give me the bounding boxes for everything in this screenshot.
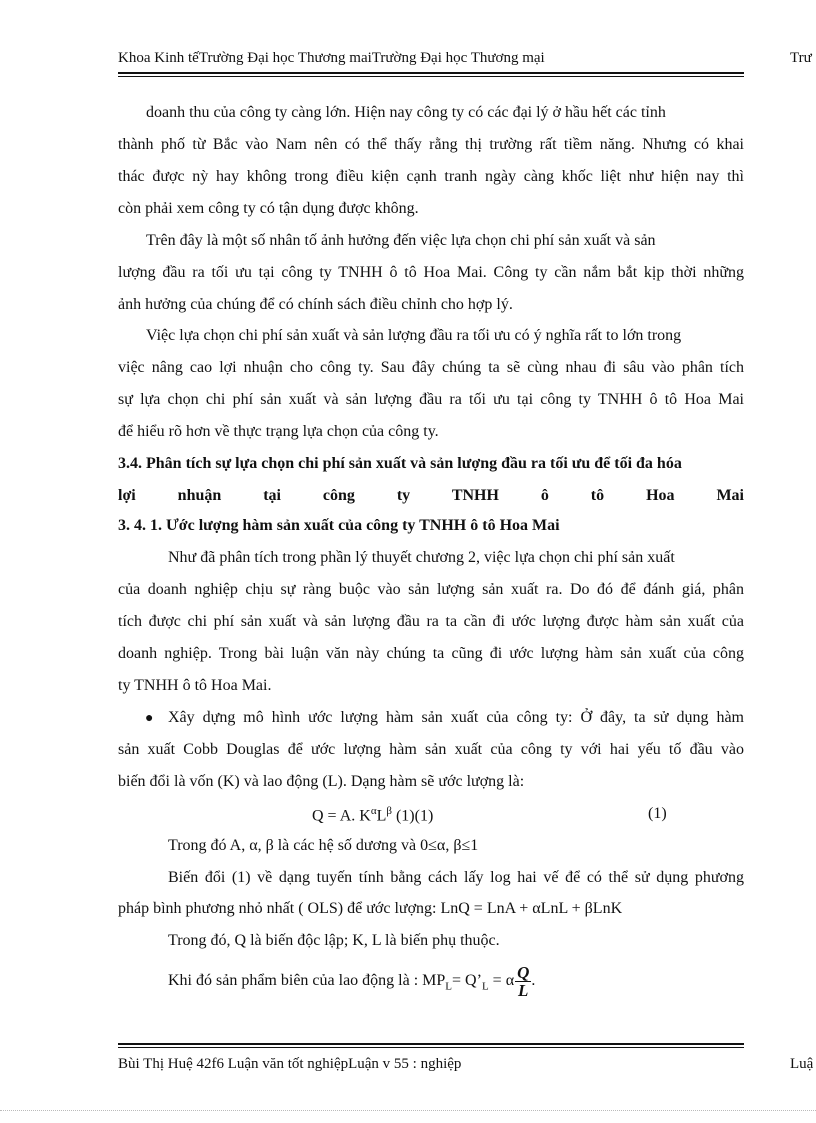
text-line: thành phố từ Bắc vào Nam nên có thể thấy rằng thị trường rất tiềm năng. Nhưng có khai — [118, 136, 744, 153]
section-heading: lợi nhuận tại công ty TNHH ô tô Hoa Mai — [118, 487, 744, 504]
page-header: Khoa Kinh tếTrường Đại học Thương maiTrường Đại học Thương mại — [118, 50, 545, 66]
page-bottom-divider — [0, 1110, 816, 1111]
footer-rule-thick — [118, 1043, 744, 1045]
text-line: lượng đầu ra tối ưu tại công ty TNHH ô tô Hoa Mai. Công ty cần nắm bắt kịp thời những — [118, 264, 744, 281]
text-line: doanh thu của công ty càng lớn. Hiện nay công ty có các đại lý ở hầu hết các tỉnh — [146, 104, 666, 121]
text-line: ty TNHH ô tô Hoa Mai. — [118, 677, 272, 694]
text-line: pháp bình phương nhỏ nhất ( OLS) để ước lượng: LnQ = LnA + αLnL + βLnK — [118, 900, 623, 917]
page-footer-right: Luậ — [790, 1056, 814, 1072]
mpl-formula: Khi đó sản phẩm biên của lao động là : $MP_L=$ $Q’_L = \alpha$ $\frac{Q}{L}$ . — [168, 963, 536, 1000]
text-line: Trong đó A, α, β là các hệ số dương và 0≤α, β≤1 — [168, 837, 479, 854]
fraction-q-over-l: $\frac{Q}{L}$ — [517, 963, 530, 1000]
equation-label: (1) — [648, 805, 667, 822]
text-line: sự lựa chọn chi phí sản xuất và sản lượng đầu ra tối ưu tại công ty TNHH ô tô Hoa Mai — [118, 391, 744, 408]
subsection-heading: 3. 4. 1. Ước lượng hàm sản xuất của công ty TNHH ô tô Hoa Mai — [118, 517, 560, 534]
text-line: tích được chi phí sản xuất và sản lượng đầu ra ta cần đi ước lượng được hàm sản xuất của — [118, 613, 744, 630]
equation-1: Q = A. $K^\alpha L^\beta$ (1)(1) — [312, 805, 434, 825]
text-line: doanh nghiệp. Trong bài luận văn này chúng ta cũng đi ước lượng hàm sản xuất của công — [118, 645, 744, 662]
text-line: Trong đó, Q là biến độc lập; K, L là biến phụ thuộc. — [168, 932, 500, 949]
text-line: việc nâng cao lợi nhuận cho công ty. Sau đây chúng ta sẽ cùng nhau đi sâu vào phân tích — [118, 359, 744, 376]
header-rule-thin — [118, 76, 744, 77]
text-line: còn phải xem công ty có tận dụng được không. — [118, 200, 419, 217]
text-line: Xây dựng mô hình ước lượng hàm sản xuất của công ty: Ở đây, ta sử dụng hàm — [168, 709, 744, 726]
text-line: để hiểu rõ hơn về thực trạng lựa chọn của công ty. — [118, 423, 439, 440]
text-line: biến đổi là vốn (K) và lao động (L). Dạng hàm sẽ ước lượng là: — [118, 773, 525, 790]
footer-rule-thin — [118, 1047, 744, 1048]
text-line: ảnh hưởng của chúng để có chính sách điều chỉnh cho hợp lý. — [118, 296, 513, 313]
text-line: của doanh nghiệp chịu sự ràng buộc vào sản lượng sản xuất ra. Do đó để đánh giá, phân — [118, 581, 744, 598]
text-line: Như đã phân tích trong phần lý thuyết chương 2, việc lựa chọn chi phí sản xuất — [168, 549, 675, 566]
page-footer: Bùi Thị Huệ 42f6 Luận văn tốt nghiệpLuận v 55 : nghiệp — [118, 1056, 462, 1072]
header-rule-thick — [118, 72, 744, 74]
text-line: Biến đổi (1) về dạng tuyến tính bằng cách lấy log hai vế để có thể sử dụng phương — [168, 869, 744, 886]
text-line: Trên đây là một số nhân tố ảnh hưởng đến việc lựa chọn chi phí sản xuất và sản — [146, 232, 656, 249]
text-line: Việc lựa chọn chi phí sản xuất và sản lượng đầu ra tối ưu có ý nghĩa rất to lớn trong — [146, 327, 682, 344]
text-line: thác được nỳ hay không trong điều kiện cạnh tranh ngày càng khốc liệt như hiện nay thì — [118, 168, 744, 185]
page-header-right: Trư — [790, 50, 812, 66]
bullet-icon: ● — [145, 711, 154, 726]
section-heading: 3.4. Phân tích sự lựa chọn chi phí sản xuất và sản lượng đầu ra tối ưu để tối đa hóa — [118, 455, 682, 472]
text-line: sản xuất Cobb Douglas để ước lượng hàm sản xuất của công ty với hai yếu tố đầu vào — [118, 741, 744, 758]
